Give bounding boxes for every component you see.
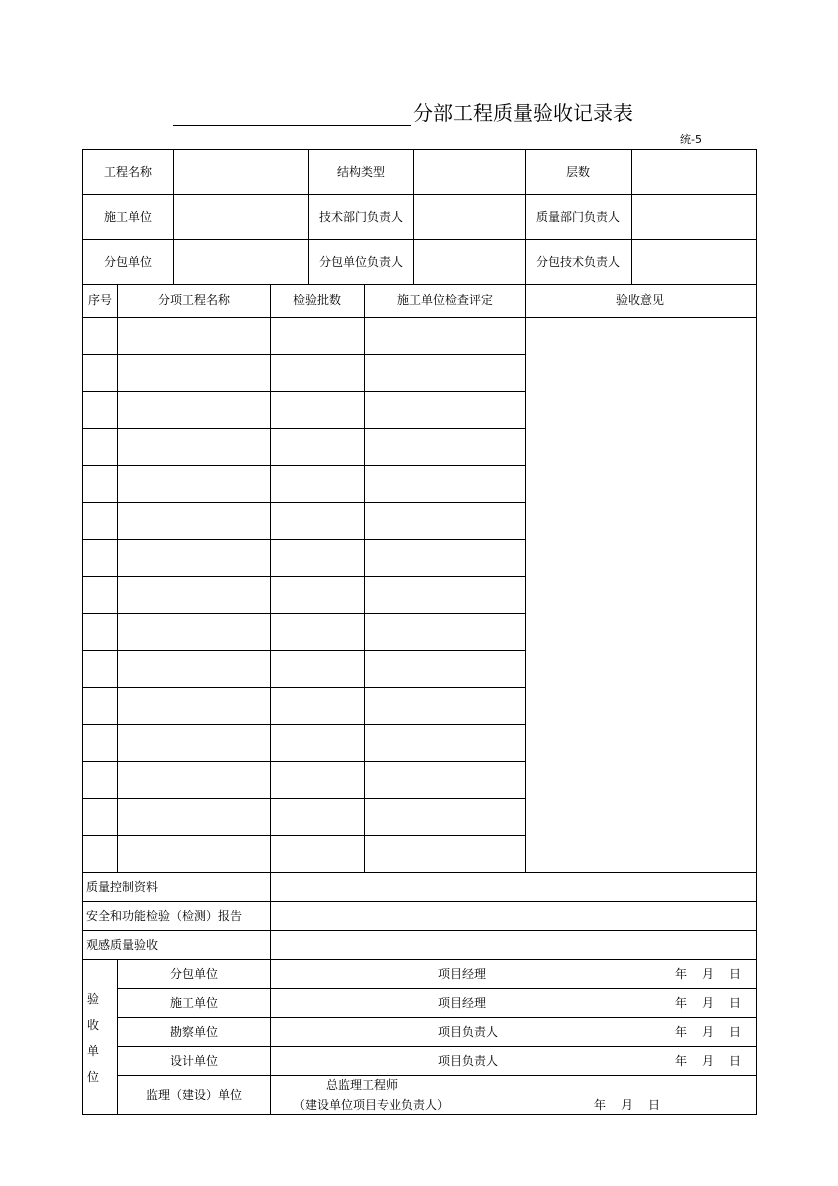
date-day: 日 bbox=[729, 967, 742, 981]
sub-head-label: 分包单位负责人 bbox=[318, 255, 404, 269]
seq-cell[interactable] bbox=[83, 614, 117, 650]
batch-count-cell[interactable] bbox=[271, 318, 364, 354]
item-name-cell[interactable] bbox=[118, 429, 270, 465]
batch-count-cell[interactable] bbox=[271, 614, 364, 650]
item-name-cell[interactable] bbox=[118, 392, 270, 428]
seq-cell[interactable] bbox=[83, 577, 117, 613]
acceptance-line bbox=[117, 1075, 757, 1076]
batch-count-cell[interactable] bbox=[271, 503, 364, 539]
item-name-cell[interactable] bbox=[118, 762, 270, 798]
acceptance-vline bbox=[117, 959, 118, 1114]
acceptance-unit: 勘察单位 bbox=[169, 1025, 219, 1039]
seq-cell[interactable] bbox=[83, 540, 117, 576]
eval-cell[interactable] bbox=[365, 466, 525, 502]
date-month: 月 bbox=[702, 967, 715, 981]
eval-cell[interactable] bbox=[365, 355, 525, 391]
subcontractor-label: 分包单位 bbox=[103, 255, 153, 269]
structure-type-label: 结构类型 bbox=[336, 165, 386, 179]
quality-head-field[interactable] bbox=[632, 195, 756, 239]
opinion-field[interactable] bbox=[526, 318, 756, 872]
acceptance-unit: 分包单位 bbox=[169, 967, 219, 981]
eval-cell[interactable] bbox=[365, 318, 525, 354]
item-name-cell[interactable] bbox=[118, 651, 270, 687]
quality-docs-field[interactable] bbox=[271, 873, 756, 901]
item-name-cell[interactable] bbox=[118, 355, 270, 391]
seq-cell[interactable] bbox=[83, 651, 117, 687]
tech-head-field[interactable] bbox=[414, 195, 525, 239]
batch-count-cell[interactable] bbox=[271, 355, 364, 391]
seq-cell[interactable] bbox=[83, 355, 117, 391]
border-right bbox=[756, 149, 757, 1115]
safety-report-label: 安全和功能检验（检测）报告 bbox=[86, 909, 243, 923]
quality-head-label: 质量部门负责人 bbox=[535, 210, 621, 224]
col-item-header: 分项工程名称 bbox=[157, 293, 231, 307]
contractor-field[interactable] bbox=[174, 195, 308, 239]
supervision-unit: 监理（建设）单位 bbox=[145, 1088, 243, 1102]
tech-head-label: 技术部门负责人 bbox=[318, 210, 404, 224]
item-name-cell[interactable] bbox=[118, 799, 270, 835]
seq-cell[interactable] bbox=[83, 466, 117, 502]
project-name-label: 工程名称 bbox=[103, 165, 153, 179]
batch-count-cell[interactable] bbox=[271, 725, 364, 761]
eval-cell[interactable] bbox=[365, 651, 525, 687]
page-title: 分部工程质量验收记录表 bbox=[413, 101, 633, 125]
appearance-field[interactable] bbox=[271, 931, 756, 959]
item-name-cell[interactable] bbox=[118, 318, 270, 354]
date-day: 日 bbox=[729, 1025, 742, 1039]
supervision-role-line1: 总监理工程师 bbox=[325, 1078, 399, 1092]
col-opinion-header: 验收意见 bbox=[615, 293, 665, 307]
seq-cell[interactable] bbox=[83, 762, 117, 798]
acceptance-role: 项目经理 bbox=[437, 967, 487, 981]
seq-cell[interactable] bbox=[83, 318, 117, 354]
item-name-cell[interactable] bbox=[118, 466, 270, 502]
info-vline bbox=[525, 149, 526, 284]
sub-tech-head-label: 分包技术负责人 bbox=[535, 255, 621, 269]
eval-cell[interactable] bbox=[365, 799, 525, 835]
safety-report-field[interactable] bbox=[271, 902, 756, 930]
eval-cell[interactable] bbox=[365, 577, 525, 613]
contractor-label: 施工单位 bbox=[103, 210, 153, 224]
seq-cell[interactable] bbox=[83, 503, 117, 539]
acceptance-line bbox=[117, 1017, 757, 1018]
item-name-cell[interactable] bbox=[118, 540, 270, 576]
date-year: 年 bbox=[675, 1054, 688, 1068]
eval-cell[interactable] bbox=[365, 392, 525, 428]
seq-cell[interactable] bbox=[83, 429, 117, 465]
batch-count-cell[interactable] bbox=[271, 651, 364, 687]
eval-cell[interactable] bbox=[365, 614, 525, 650]
item-name-cell[interactable] bbox=[118, 688, 270, 724]
date-month: 月 bbox=[702, 1025, 715, 1039]
acceptance-group-char: 单 bbox=[86, 1044, 100, 1058]
sub-tech-head-field[interactable] bbox=[632, 240, 756, 284]
col-seq-header: 序号 bbox=[87, 293, 113, 307]
batch-count-cell[interactable] bbox=[271, 540, 364, 576]
info-line bbox=[82, 284, 757, 285]
item-name-cell[interactable] bbox=[118, 614, 270, 650]
item-name-cell[interactable] bbox=[118, 577, 270, 613]
subcontractor-field[interactable] bbox=[174, 240, 308, 284]
date-year: 年 bbox=[675, 967, 688, 981]
col-batch-header: 检验批数 bbox=[292, 293, 342, 307]
acceptance-role: 项目经理 bbox=[437, 996, 487, 1010]
structure-type-field[interactable] bbox=[414, 150, 525, 194]
item-name-cell[interactable] bbox=[118, 503, 270, 539]
eval-cell[interactable] bbox=[365, 429, 525, 465]
acceptance-unit: 施工单位 bbox=[169, 996, 219, 1010]
item-name-cell[interactable] bbox=[118, 836, 270, 872]
eval-cell[interactable] bbox=[365, 725, 525, 761]
supervision-role-line2: （建设单位项目专业负责人） bbox=[292, 1098, 450, 1112]
eval-cell[interactable] bbox=[365, 540, 525, 576]
item-name-cell[interactable] bbox=[118, 725, 270, 761]
acceptance-group-char: 验 bbox=[86, 992, 100, 1006]
col-eval-header: 施工单位检查评定 bbox=[396, 293, 494, 307]
form-number: 统-5 bbox=[680, 133, 702, 146]
date-day: 日 bbox=[729, 1054, 742, 1068]
seq-cell[interactable] bbox=[83, 836, 117, 872]
date-day: 日 bbox=[729, 996, 742, 1010]
date-year: 年 bbox=[675, 996, 688, 1010]
date-month: 月 bbox=[621, 1098, 634, 1112]
batch-count-cell[interactable] bbox=[271, 688, 364, 724]
batch-count-cell[interactable] bbox=[271, 392, 364, 428]
batch-count-cell[interactable] bbox=[271, 799, 364, 835]
batch-count-cell[interactable] bbox=[271, 429, 364, 465]
acceptance-line bbox=[117, 988, 757, 989]
acceptance-role: 项目负责人 bbox=[437, 1054, 499, 1068]
date-year: 年 bbox=[594, 1098, 607, 1112]
batch-count-cell[interactable] bbox=[271, 762, 364, 798]
seq-cell[interactable] bbox=[83, 392, 117, 428]
batch-count-cell[interactable] bbox=[271, 577, 364, 613]
date-year: 年 bbox=[675, 1025, 688, 1039]
floors-field[interactable] bbox=[632, 150, 756, 194]
acceptance-group-char: 收 bbox=[86, 1018, 100, 1032]
eval-cell[interactable] bbox=[365, 688, 525, 724]
check-line bbox=[82, 959, 757, 960]
date-day: 日 bbox=[648, 1098, 661, 1112]
batch-count-cell[interactable] bbox=[271, 466, 364, 502]
sub-head-field[interactable] bbox=[414, 240, 525, 284]
batch-count-cell[interactable] bbox=[271, 836, 364, 872]
seq-cell[interactable] bbox=[83, 725, 117, 761]
seq-cell[interactable] bbox=[83, 688, 117, 724]
eval-cell[interactable] bbox=[365, 836, 525, 872]
date-month: 月 bbox=[702, 1054, 715, 1068]
acceptance-role: 项目负责人 bbox=[437, 1025, 499, 1039]
appearance-label: 观感质量验收 bbox=[86, 938, 159, 952]
seq-cell[interactable] bbox=[83, 799, 117, 835]
border-bottom bbox=[82, 1114, 757, 1115]
acceptance-group-char: 位 bbox=[86, 1070, 100, 1084]
project-name-field[interactable] bbox=[174, 150, 308, 194]
acceptance-unit: 设计单位 bbox=[169, 1054, 219, 1068]
eval-cell[interactable] bbox=[365, 503, 525, 539]
quality-docs-label: 质量控制资料 bbox=[86, 880, 159, 894]
floors-label: 层数 bbox=[565, 165, 591, 179]
acceptance-line bbox=[117, 1046, 757, 1047]
eval-cell[interactable] bbox=[365, 762, 525, 798]
date-month: 月 bbox=[702, 996, 715, 1010]
info-vline bbox=[308, 149, 309, 284]
